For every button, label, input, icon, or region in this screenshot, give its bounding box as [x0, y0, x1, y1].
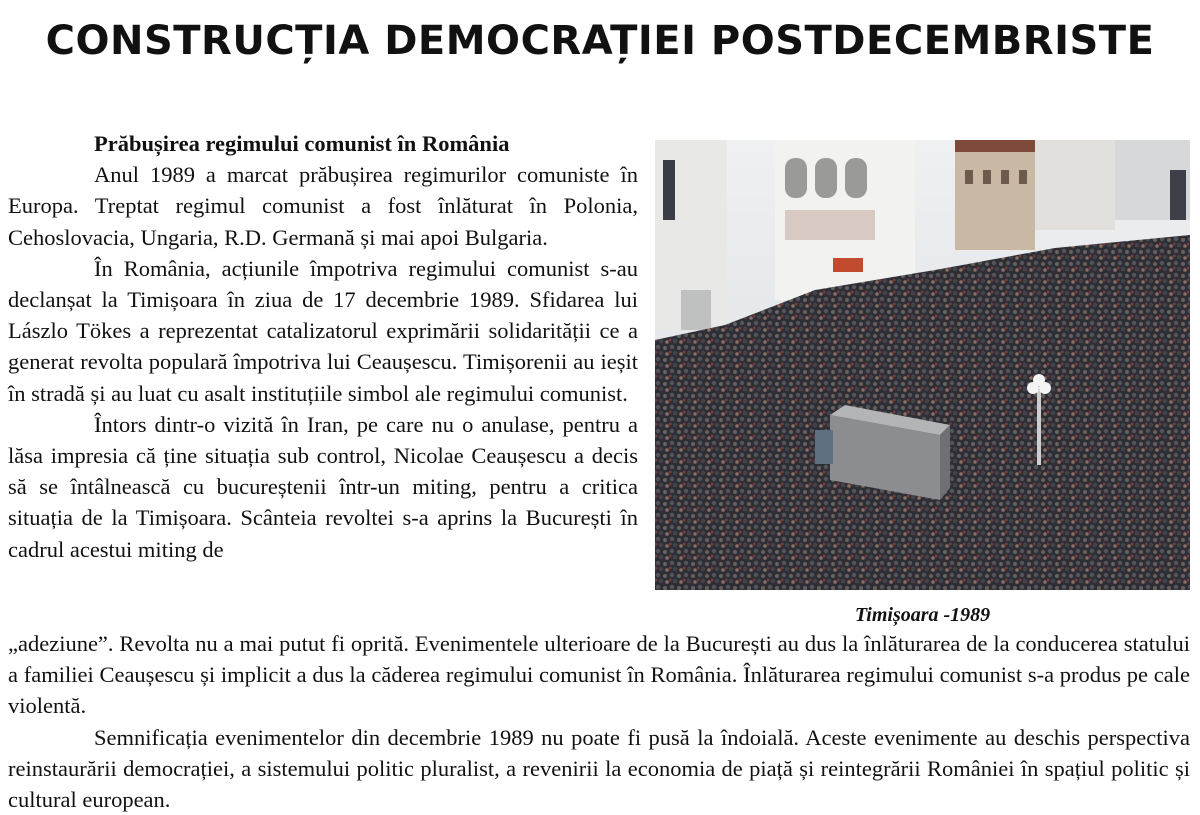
crowd-photo [655, 140, 1190, 590]
closing-paragraph: Semnificația evenimentelor din decembrie 1989 nu poate fi pusă la îndoială. Aceste evenimente au deschis perspectiva reinstaurării democrației, a sistemului politic pluralist, a revenirii la economia de piață și reintegrării României în spațiul politic și cultural european. [8, 724, 1190, 813]
crowd-photo-illustration [655, 140, 1190, 590]
section-heading: Prăbușirea regimului comunist în România [94, 131, 510, 156]
left-column [8, 128, 638, 565]
paragraph-1: Anul 1989 a marcat prăbușirea regimurilor comuniste în Europa. Treptat regimul comunist a fost înlăturat în Polonia, Cehoslovacia, Ungaria, R.D. Germană și mai apoi Bulgaria. [8, 162, 638, 250]
full-width-text [8, 628, 1190, 815]
paragraph-3-continuation: „adeziune”. Revolta nu a mai putut fi oprită. Evenimentele ulterioare de la București au dus la înlăturarea de la conducerea statului a familiei Ceaușescu și implicit a dus la căderea regimului comunist în România. Înlăturarea regimului comunist s-a produs pe cale violentă. [8, 631, 1190, 719]
paragraph-3: Întors dintr-o vizită în Iran, pe care nu o anulase, pentru a lăsa impresia că ține situația sub control, Nicolae Ceaușescu a decis să se întâlnească cu bucureștenii într-un miting, pentru a critica situația de la Timișoara. Scânteia revoltei s-a aprins la București în cadrul acestui miting de [8, 411, 638, 562]
paragraph-2: În România, acțiunile împotriva regimului comunist s-au declanșat la Timișoara în ziua de 17 decembrie 1989. Sfidarea lui Lászlo Tökes a reprezentat catalizatorul exprimării solidarității ce a generat revolta populară împotriva lui Ceaușescu. Timișorenii au ieșit în stradă și au luat cu asalt instituțiile simbol ale regimului comunist. [8, 255, 638, 406]
page-title: CONSTRUCȚIA DEMOCRAȚIEI POSTDECEMBRISTE [45, 18, 1155, 64]
photo-caption: Timișoara -1989 [854, 604, 991, 626]
